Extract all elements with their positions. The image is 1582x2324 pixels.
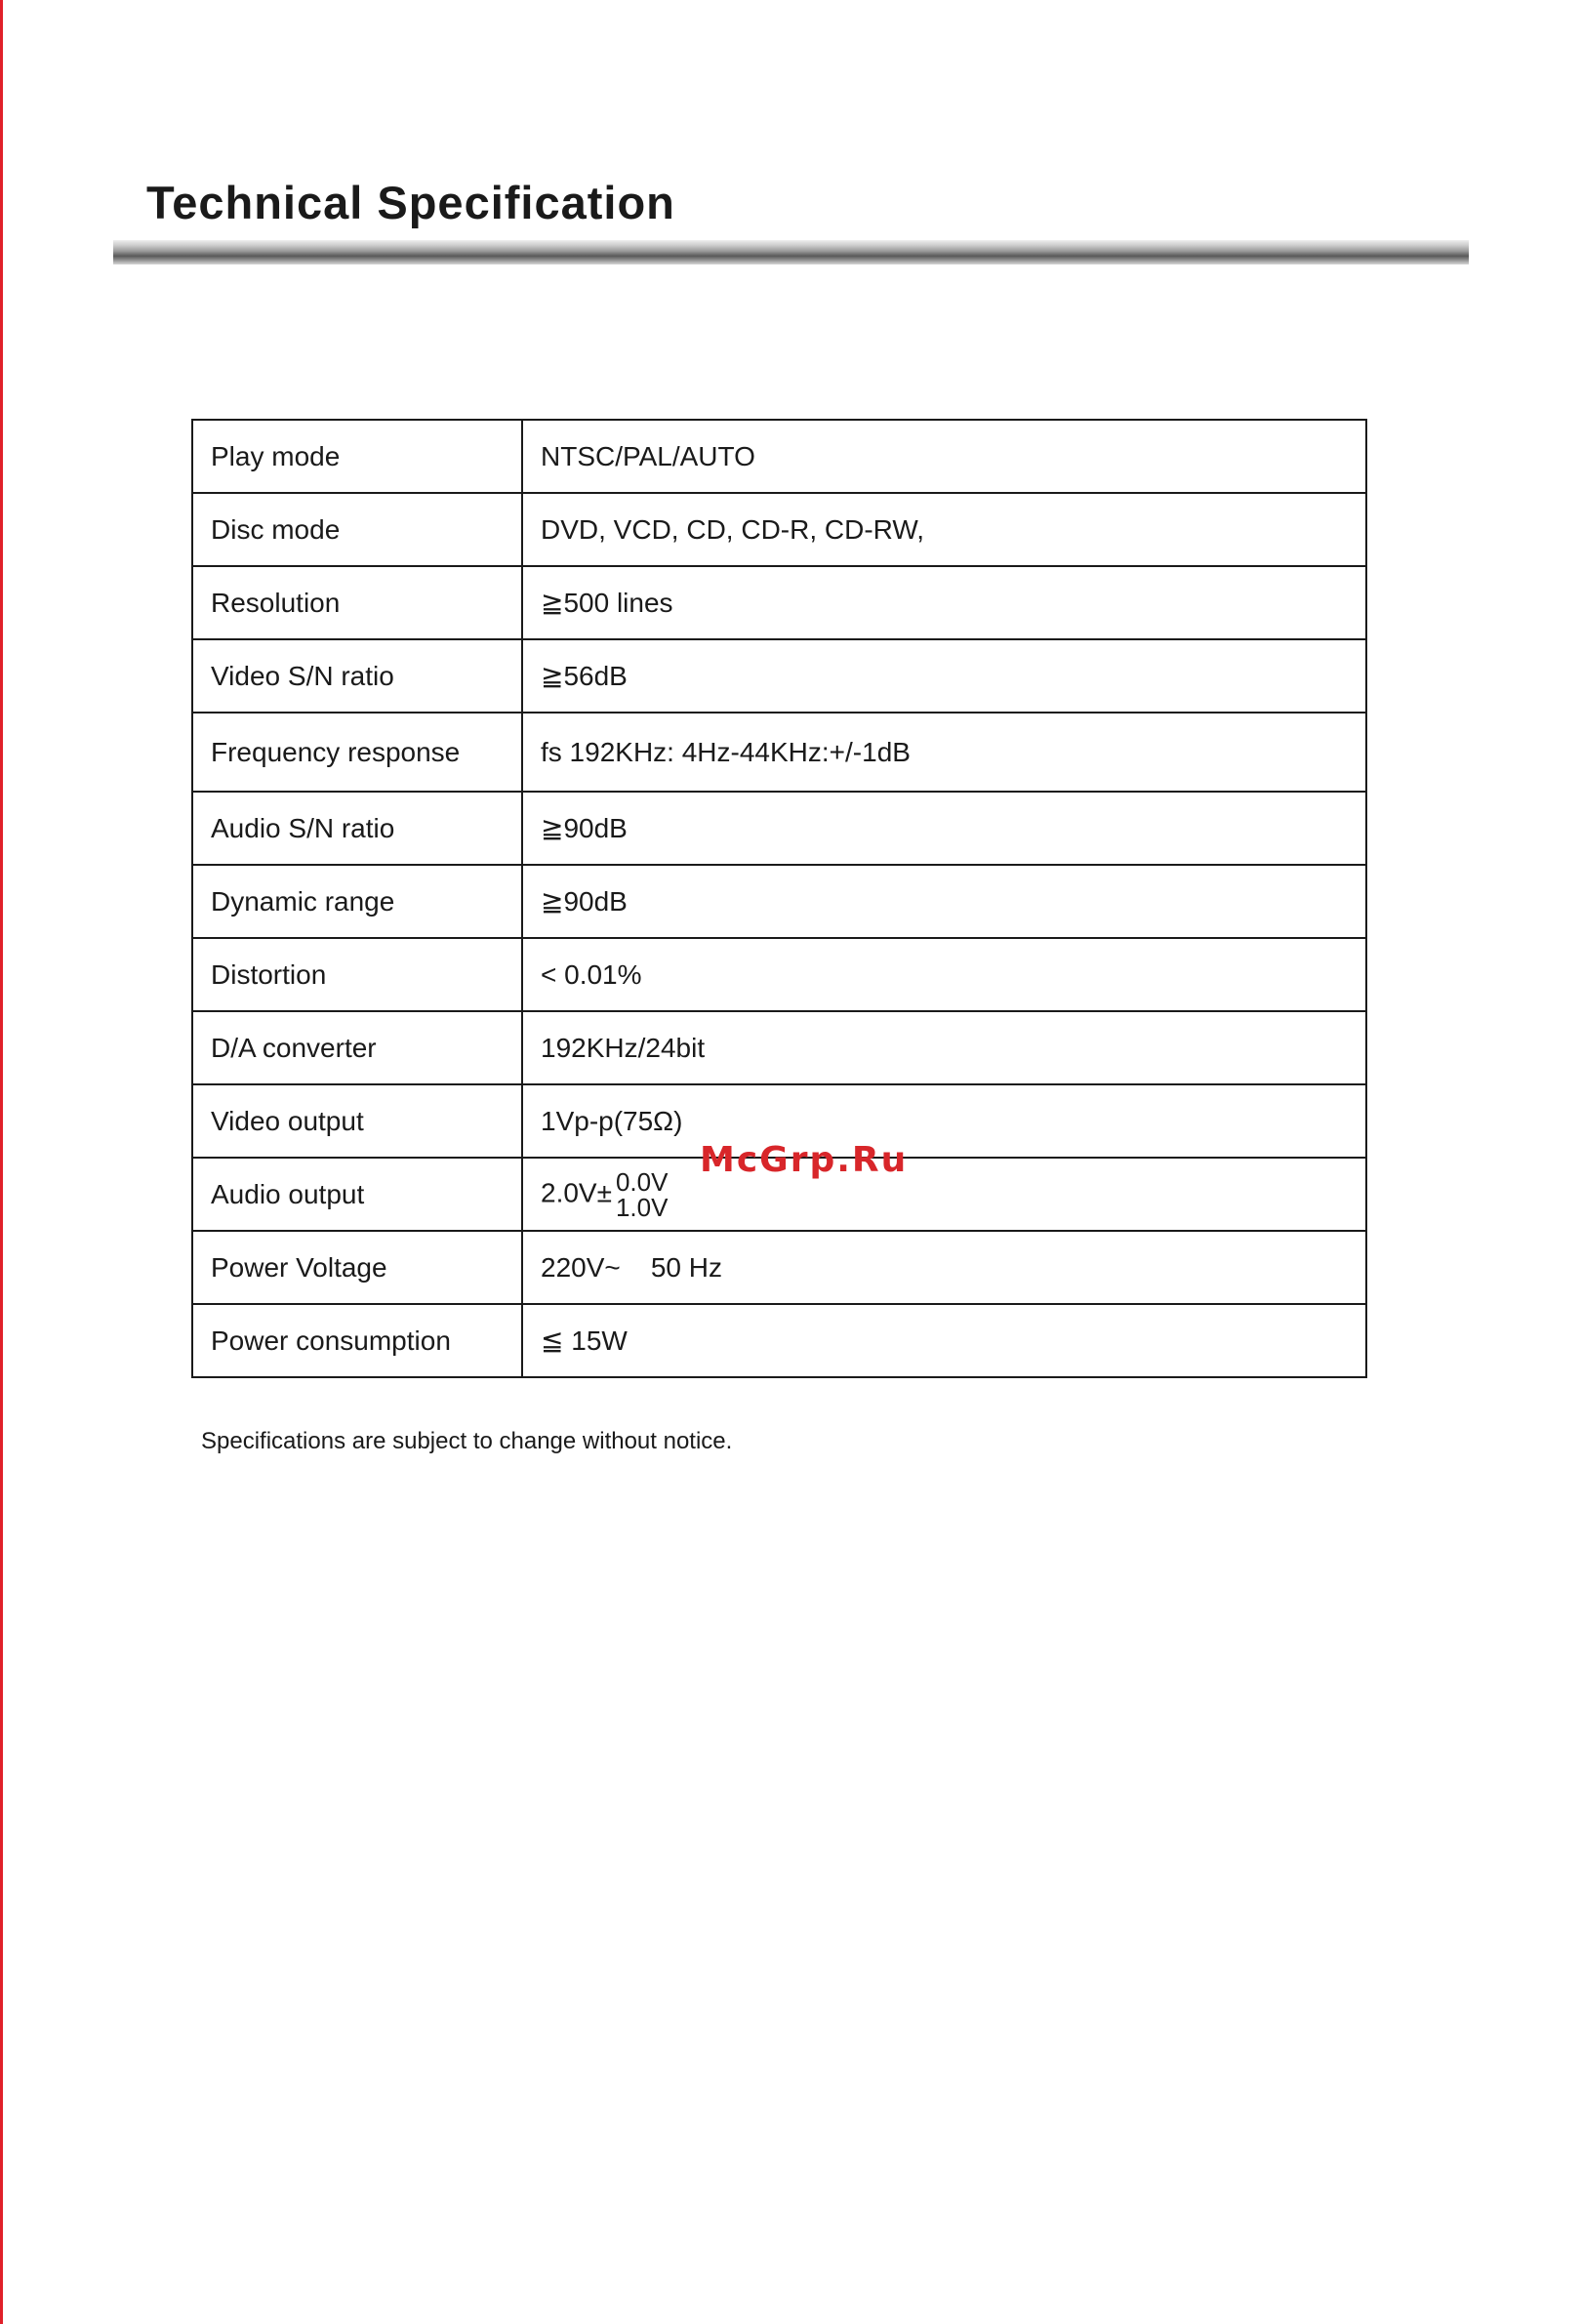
page-title: Technical Specification	[146, 177, 675, 228]
spec-value-audio-output	[522, 1158, 1366, 1231]
spec-value: DVD, VCD, CD, CD-R, CD-RW,	[522, 493, 1366, 566]
audio-output-nominal: 2.0V±	[541, 1176, 612, 1207]
spec-label: Video output	[192, 1084, 522, 1158]
table-row	[192, 420, 1366, 493]
spec-label: Audio output	[192, 1158, 522, 1231]
watermark: McGrp.Ru	[700, 1140, 909, 1180]
spec-table	[191, 419, 1367, 1378]
spec-value: ≧90dB	[522, 865, 1366, 938]
spec-value: ≧90dB	[522, 792, 1366, 865]
spec-value: NTSC/PAL/AUTO	[522, 420, 1366, 493]
spec-label: Power Voltage	[192, 1231, 522, 1304]
spec-label: Video S/N ratio	[192, 639, 522, 713]
title-underline-bar	[113, 240, 1469, 265]
spec-value: ≧56dB	[522, 639, 1366, 713]
spec-value: < 0.01%	[522, 938, 1366, 1011]
table-row	[192, 1304, 1366, 1377]
table-row	[192, 1011, 1366, 1084]
table-row	[192, 865, 1366, 938]
spec-label: Audio S/N ratio	[192, 792, 522, 865]
table-row	[192, 493, 1366, 566]
power-voltage-value: 220V~ 50 Hz	[541, 1251, 723, 1283]
table-row	[192, 1231, 1366, 1304]
spec-label: Play mode	[192, 420, 522, 493]
spec-value	[522, 1231, 1366, 1304]
table-row	[192, 792, 1366, 865]
spec-label: Disc mode	[192, 493, 522, 566]
spec-value: ≧500 lines	[522, 566, 1366, 639]
table-row	[192, 566, 1366, 639]
footnote: Specifications are subject to change without notice.	[201, 1428, 733, 1454]
tolerance-upper: 0.0V	[615, 1166, 669, 1197]
spec-label: Distortion	[192, 938, 522, 1011]
tolerance-lower: 1.0V	[615, 1192, 669, 1222]
spec-label: Dynamic range	[192, 865, 522, 938]
spec-label: Power consumption	[192, 1304, 522, 1377]
left-margin-rule	[0, 0, 3, 2324]
spec-label: Frequency response	[192, 713, 522, 792]
table-row	[192, 713, 1366, 792]
spec-value: 1Vp-p(75Ω)	[522, 1084, 1366, 1158]
spec-label: D/A converter	[192, 1011, 522, 1084]
audio-output-tolerance	[615, 1166, 669, 1222]
spec-value: ≦ 15W	[522, 1304, 1366, 1377]
table-row	[192, 639, 1366, 713]
spec-value: fs 192KHz: 4Hz-44KHz:+/-1dB	[522, 713, 1366, 792]
spec-label: Resolution	[192, 566, 522, 639]
table-row	[192, 938, 1366, 1011]
spec-value: 192KHz/24bit	[522, 1011, 1366, 1084]
